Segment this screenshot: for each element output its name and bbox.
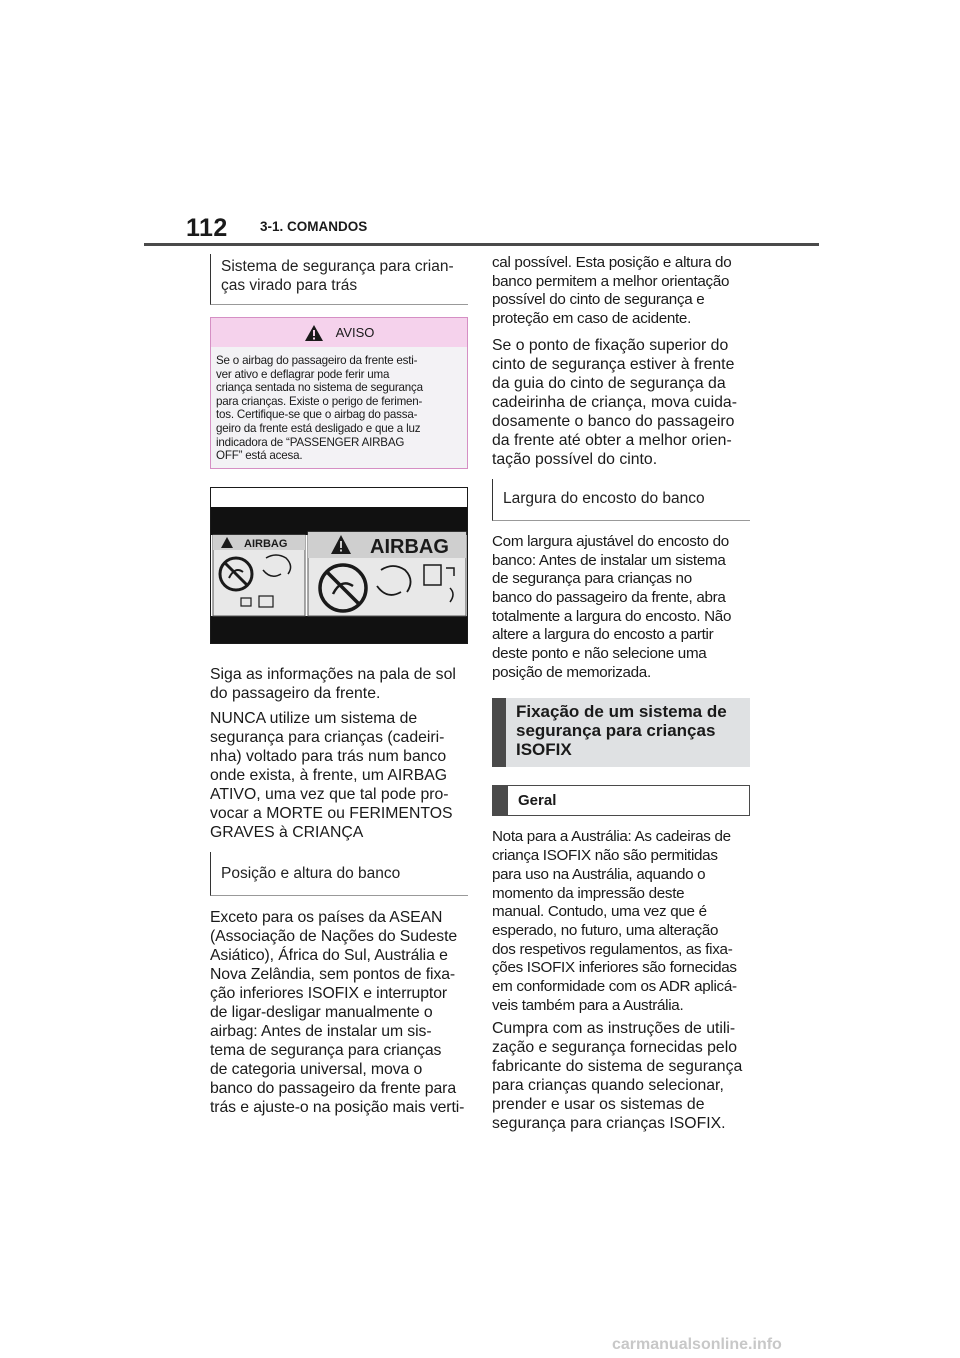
warning-text: Se o airbag do passageiro da frente esti- ver ativo e deflagrar pode ferir uma criança sentada no sistema de segurança para crianças. Existe o perigo de ferimen- tos. Certifique-se que o airbag do passa- geiro da frente está desligado e que a luz indicadora de “PASSENGER AIRBAG OFF” está acesa. — [216, 354, 423, 463]
paragraph-sun-visor: Siga as informações na pala de sol do passageiro da frente. — [210, 665, 456, 702]
watermark: carmanualsonline.info — [612, 1336, 782, 1353]
paragraph-instructions: Cumpra com as instruções de utili- zação e segurança fornecidas pelo fabricante do sistema de segurança para crianças quando selecionar, prender e usar os sistemas de segurança para crianças ISOFIX. — [492, 1020, 743, 1133]
section-title: 3-1. COMANDOS — [260, 219, 368, 234]
header-rule — [144, 243, 819, 246]
subheading-rear-facing: Sistema de segurança para crian- ças virado para trás — [210, 254, 468, 305]
geral-label: Geral — [518, 792, 557, 810]
warning-box — [210, 317, 468, 469]
geral-marker — [493, 786, 508, 815]
paragraph-anchor-point: Se o ponto de fixação superior do cinto de segurança estiver à frente da guia do cinto de segurança da cadeirinha de criança, mova cuida- dosamente o banco do passageiro da frente até obter a melhor orien- tação possível do cinto. — [492, 336, 737, 468]
subheading-geral — [492, 785, 750, 816]
paragraph-backrest-width: Com largura ajustável do encosto do banco: Antes de instalar um sistema de segurança para crianças no banco do passageiro da frente, abra totalmente a largura do encosto. Não altere a largura do encosto a partir deste ponto e não selecione uma posição de memorizada. — [492, 532, 732, 681]
heading-isofix: Fixação de um sistema de segurança para crianças ISOFIX — [492, 698, 750, 767]
airbag-label-figure — [210, 487, 468, 644]
paragraph-australia-note: Nota para a Austrália: As cadeiras de criança ISOFIX não são permitidas para uso na Austrália, aquando o momento da impressão deste manual. Contudo, uma vez que é esperado, no futuro, uma alteração dos respetivos regulamentos, as fixa- ções ISOFIX inferiores são fornecidas em conformidade com os ADR aplicá- veis também para a Austrália. — [492, 828, 737, 1014]
paragraph-never-use: NUNCA utilize um sistema de segurança para crianças (cadeiri- nha) voltado para trás num banco onde exista, à frente, um AIRBAG ATIVO, uma vez que tal pode pro- vocar a MORTE ou FERIMENTOS GRAVES à CRIANÇA — [210, 709, 453, 841]
right-column — [492, 254, 750, 1133]
left-column — [210, 254, 468, 1117]
large-airbag-label: AIRBAG — [370, 535, 449, 558]
paragraph-asean: Exceto para os países da ASEAN (Associação de Nações do Sudeste Asiático), África do Sul, Austrália e Nova Zelândia, sem pontos de fixa- ção inferiores ISOFIX e interruptor de ligar-desligar manualmente o airbag: Antes de instalar um sis- tema de segurança para crianças de categoria universal, mova o banco do passageiro da frente para trás e ajuste-o na posição mais verti- — [210, 908, 465, 1116]
warning-header — [211, 318, 467, 347]
subheading-backrest-width: Largura do encosto do banco — [492, 479, 750, 521]
paragraph-seat-height: cal possível. Esta posição e altura do banco permitem a melhor orientação possível do cinto de segurança e proteção em caso de acidente. — [492, 254, 732, 328]
warning-triangle-icon — [304, 324, 324, 342]
warning-title: AVISO — [335, 325, 375, 340]
page-number: 112 — [186, 214, 228, 242]
airbag-label-illustration — [211, 488, 467, 643]
subheading-seat-position: Posição e altura do banco — [210, 852, 468, 896]
small-airbag-label: AIRBAG — [244, 537, 288, 550]
